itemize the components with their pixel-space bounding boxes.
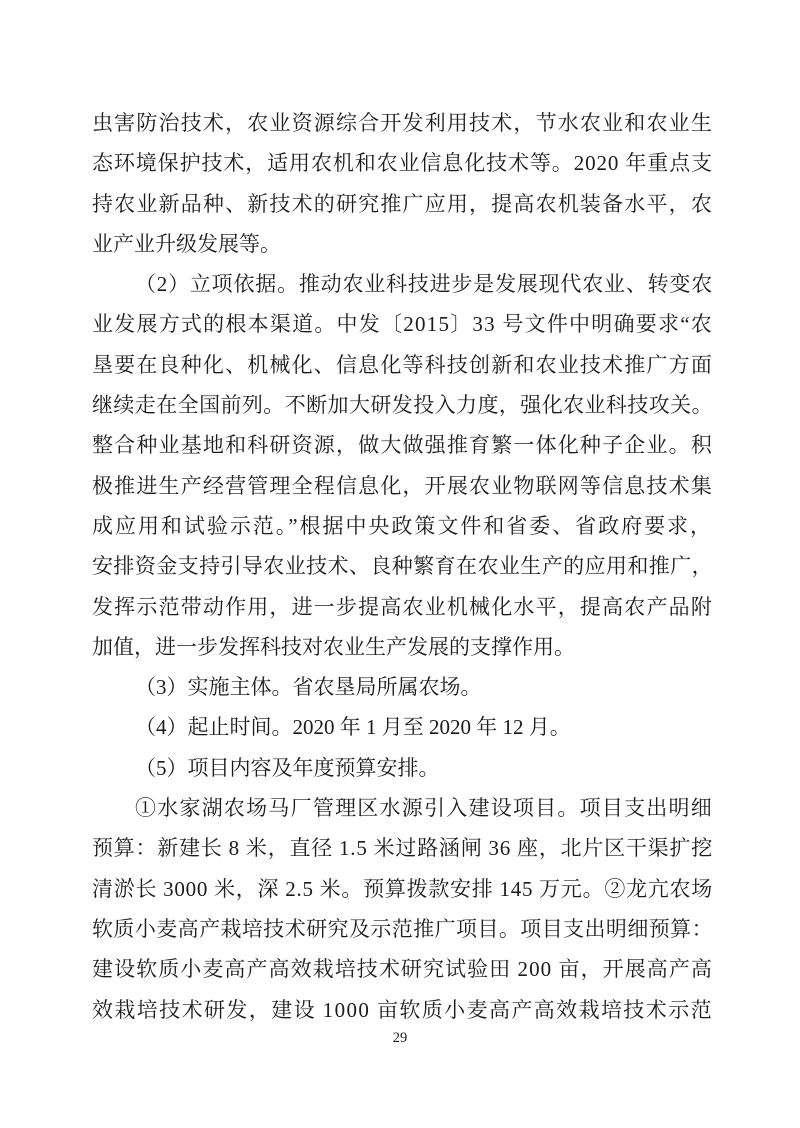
- paragraph: [92, 103, 713, 264]
- text-line-content: 业发展方式的根本渠道。中发〔2015〕33 号文件中明确要求“农: [92, 312, 713, 337]
- text-line: [92, 385, 713, 425]
- text-line: [92, 909, 713, 949]
- text-line-content: （2）立项依据。推动农业科技进步是发展现代农业、转变农: [135, 272, 713, 297]
- text-line-content: 预算：新建长 8 米，直径 1.5 米过路涵闸 36 座，北片区干渠扩挖: [92, 836, 713, 861]
- text-line: [92, 627, 713, 667]
- text-line: [92, 748, 713, 788]
- paragraph: [92, 707, 713, 747]
- text-line-content: 加值，进一步发挥科技对农业生产发展的支撑作用。: [92, 634, 575, 659]
- text-line: [92, 707, 713, 747]
- text-line: [92, 828, 713, 868]
- text-line-content: 垦要在良种化、机械化、信息化等科技创新和农业技术推广方面: [92, 352, 713, 377]
- text-line-content: （3）实施主体。省农垦局所属农场。: [135, 675, 482, 700]
- text-line: [92, 143, 713, 183]
- text-line: [92, 224, 713, 264]
- text-line: [92, 345, 713, 385]
- text-line: [92, 466, 713, 506]
- text-line: [92, 869, 713, 909]
- text-line-content: 继续走在全国前列。不断加大研发投入力度，强化农业科技攻关。: [92, 393, 713, 418]
- text-line: [92, 103, 713, 143]
- text-line: [92, 506, 713, 546]
- text-line-content: 安排资金支持引导农业技术、良种繁育在农业生产的应用和推广，: [92, 554, 713, 579]
- text-line-content: 成应用和试验示范。”根据中央政策文件和省委、省政府要求，: [92, 513, 713, 538]
- text-line-content: 发挥示范带动作用，进一步提高农业机械化水平，提高农产品附: [92, 594, 713, 619]
- text-line-content: 整合种业基地和科研资源，做大做强推育繁一体化种子企业。积: [92, 433, 713, 458]
- paragraph: [92, 748, 713, 788]
- text-line-content: 业产业升级发展等。: [92, 231, 281, 256]
- text-line-content: 虫害防治技术，农业资源综合开发利用技术，节水农业和农业生: [92, 111, 713, 135]
- text-line: [92, 949, 713, 989]
- text-line: [92, 425, 713, 465]
- text-line: [92, 264, 713, 304]
- text-line: [92, 184, 713, 224]
- text-line: [92, 788, 713, 828]
- paragraph: [92, 788, 713, 1030]
- paragraph: [92, 667, 713, 707]
- text-line-content: 建设软质小麦高产高效栽培技术研究试验田 200 亩，开展高产高: [92, 957, 713, 982]
- text-line-content: 效栽培技术研发，建设 1000 亩软质小麦高产高效栽培技术示范: [92, 997, 713, 1022]
- text-line-content: ①水家湖农场马厂管理区水源引入建设项目。项目支出明细: [135, 796, 713, 821]
- text-line-content: （4）起止时间。2020 年 1 月至 2020 年 12 月。: [135, 715, 571, 740]
- text-line: [92, 990, 713, 1030]
- text-line-content: （5）项目内容及年度预算安排。: [135, 755, 440, 780]
- document-body: [92, 103, 713, 1030]
- text-line: [92, 304, 713, 344]
- text-line-content: 极推进生产经营管理全程信息化，开展农业物联网等信息技术集: [92, 473, 713, 498]
- text-line: [92, 587, 713, 627]
- text-line-content: 清淤长 3000 米，深 2.5 米。预算拨款安排 145 万元。②龙亢农场: [92, 876, 713, 901]
- text-line-content: 软质小麦高产栽培技术研究及示范推广项目。项目支出明细预算：: [92, 916, 713, 941]
- text-line-content: 持农业新品种、新技术的研究推广应用，提高农机装备水平，农: [92, 191, 713, 216]
- page-number: 29: [392, 1030, 408, 1046]
- text-line: [92, 667, 713, 707]
- text-line: [92, 546, 713, 586]
- text-line-content: 态环境保护技术，适用农机和农业信息化技术等。2020 年重点支: [92, 151, 713, 176]
- paragraph: [92, 264, 713, 667]
